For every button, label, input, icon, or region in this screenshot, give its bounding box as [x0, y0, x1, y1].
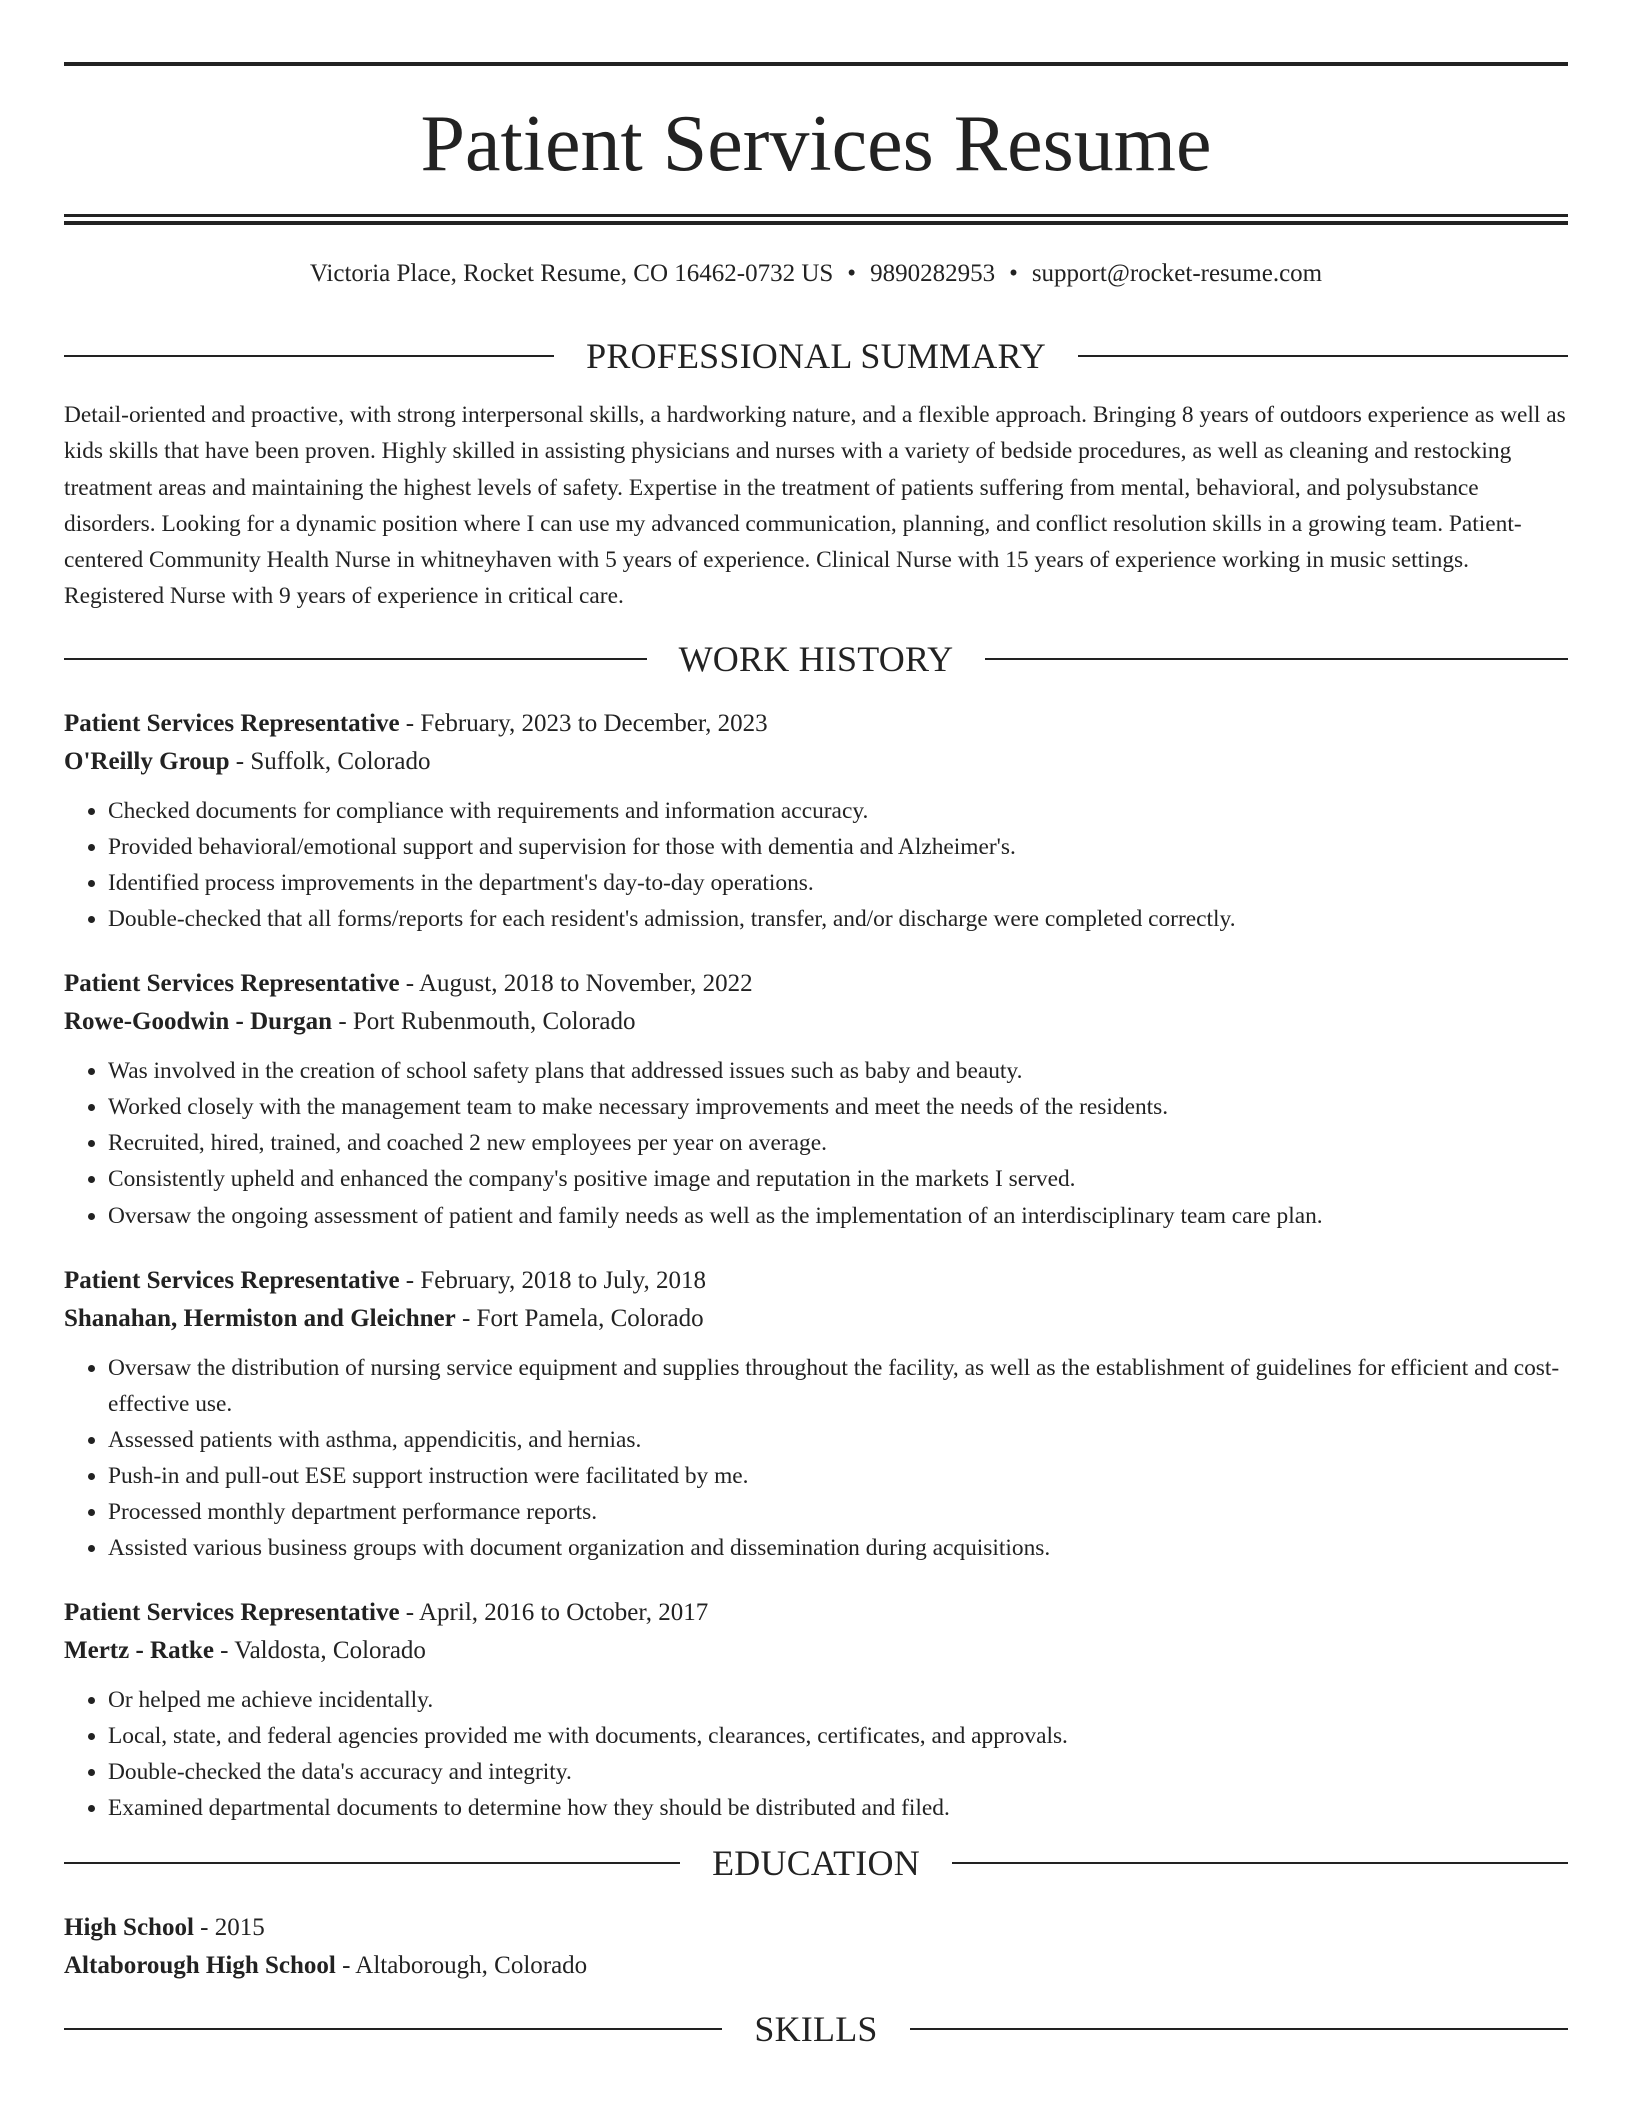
job-location: - Fort Pamela, Colorado	[455, 1304, 704, 1332]
heading-rule-right	[1078, 355, 1568, 357]
summary-section-heading	[64, 336, 1568, 376]
job-dates: - August, 2018 to November, 2022	[399, 970, 753, 998]
list-item: • Double-checked the data's accuracy and integrity.	[108, 1754, 1568, 1790]
list-item: • Worked closely with the management team to make necessary improvements and meet the needs of the residents.	[108, 1089, 1568, 1125]
heading-rule-right	[985, 658, 1568, 660]
list-item: • Examined departmental documents to determine how they should be distributed and filed.	[108, 1790, 1568, 1826]
job-bullets	[64, 793, 1568, 937]
job-title-line	[64, 705, 1568, 743]
contact-separator: •	[847, 260, 857, 287]
job-company: Mertz - Ratke	[64, 1637, 214, 1665]
list-item: • Double-checked that all forms/reports for each resident's admission, transfer, and/or discharge were completed correctly.	[108, 901, 1568, 937]
job-entry	[64, 1594, 1568, 1826]
job-entry	[64, 1262, 1568, 1567]
list-item: • Identified process improvements in the department's day-to-day operations.	[108, 865, 1568, 901]
education-school-line	[64, 1947, 1568, 1985]
contact-address: Victoria Place, Rocket Resume, CO 16462-0732 US	[309, 260, 834, 287]
work-section-heading	[64, 639, 1568, 679]
contact-separator: •	[1009, 260, 1018, 287]
list-item: • Assisted various business groups with document organization and dissemination during acquisitions.	[108, 1530, 1568, 1566]
education-section-heading	[64, 1843, 1568, 1883]
job-entry	[64, 705, 1568, 937]
job-dates: - February, 2023 to December, 2023	[399, 709, 768, 737]
heading-rule-left	[64, 355, 554, 357]
list-item: • Push-in and pull-out ESE support instruction were facilitated by me.	[108, 1458, 1568, 1494]
list-item: • Checked documents for compliance with requirements and information accuracy.	[108, 793, 1568, 829]
job-title: Patient Services Representative	[64, 709, 400, 737]
heading-rule-right	[910, 2028, 1568, 2030]
job-company-line	[64, 743, 1568, 781]
heading-rule-left	[64, 2028, 722, 2030]
list-item: • Processed monthly department performance reports.	[108, 1494, 1568, 1530]
page-title: Patient Services Resume	[420, 100, 1212, 188]
contact-email: support@rocket-resume.com	[1031, 260, 1323, 287]
job-bullets	[64, 1053, 1568, 1233]
job-bullets	[64, 1682, 1568, 1826]
summary-heading-label: PROFESSIONAL SUMMARY	[586, 336, 1046, 376]
education-degree-line	[64, 1909, 1568, 1947]
summary-text: Detail-oriented and proactive, with strong interpersonal skills, a hardworking nature, and a flexible approach. Bringing 8 years of outdoors experience as well as kids skills that have been proven. Highly skilled in assisting physicians and nurses with a variety of bedside procedures, as well as cleaning and restocking treatment areas and maintaining the highest levels of safety. Expertise in the treatment of patients suffering from mental, behavioral, and polysubstance disorders. Looking for a dynamic position where I can use my advanced communication, planning, and conflict resolution skills in a growing team. Patient-centered Community Health Nurse in whitneyhaven with 5 years of experience. Clinical Nurse with 15 years of experience working in music settings. Registered Nurse with 9 years of experience in critical care.	[64, 402, 1566, 610]
job-title-line	[64, 965, 1568, 1003]
list-item: • Or helped me achieve incidentally.	[108, 1682, 1568, 1718]
skills-heading-label: SKILLS	[754, 2008, 878, 2049]
work-heading-label: WORK HISTORY	[678, 638, 954, 679]
job-location: - Suffolk, Colorado	[229, 747, 431, 775]
contact-phone: 9890282953	[870, 260, 996, 287]
list-item: • Recruited, hired, trained, and coached 2 new employees per year on average.	[108, 1125, 1568, 1161]
job-title: Patient Services Representative	[64, 1599, 400, 1627]
list-item: • Assessed patients with asthma, appendicitis, and hernias.	[108, 1422, 1568, 1458]
job-location: - Port Rubenmouth, Colorado	[332, 1008, 636, 1036]
job-title-line	[64, 1594, 1568, 1632]
list-item: • Oversaw the distribution of nursing service equipment and supplies throughout the facility, as well as the establishment of guidelines for efficient and cost-effective use.	[108, 1350, 1568, 1422]
list-item: • Consistently upheld and enhanced the company's positive image and reputation in the markets I served.	[108, 1161, 1568, 1197]
top-rule	[64, 62, 1568, 66]
job-company: O'Reilly Group	[64, 747, 230, 775]
title-double-rule	[64, 214, 1568, 225]
education-school: Altaborough High School	[64, 1951, 336, 1979]
list-item: • Provided behavioral/emotional support and supervision for those with dementia and Alzheimer's.	[108, 829, 1568, 865]
job-location: - Valdosta, Colorado	[213, 1637, 426, 1665]
job-dates: - February, 2018 to July, 2018	[399, 1266, 706, 1294]
heading-rule-left	[64, 658, 647, 660]
job-dates: - April, 2016 to October, 2017	[399, 1599, 709, 1627]
job-title-line	[64, 1262, 1568, 1300]
job-company: Rowe-Goodwin - Durgan	[64, 1008, 333, 1036]
education-location: - Altaborough, Colorado	[335, 1951, 588, 1979]
education-entry	[64, 1909, 1568, 1985]
education-degree: High School	[64, 1913, 194, 1941]
job-company: Shanahan, Hermiston and Gleichner	[64, 1304, 456, 1332]
contact-line	[64, 261, 1568, 286]
heading-rule-left	[64, 1862, 680, 1864]
education-heading-label: EDUCATION	[712, 1842, 920, 1883]
education-year: - 2015	[193, 1913, 265, 1941]
job-company-line	[64, 1003, 1568, 1041]
list-item: • Was involved in the creation of school safety plans that addressed issues such as baby and beauty.	[108, 1053, 1568, 1089]
skills-section-heading	[64, 2009, 1568, 2049]
heading-rule-right	[952, 1862, 1568, 1864]
list-item: • Local, state, and federal agencies provided me with documents, clearances, certificates, and approvals.	[108, 1718, 1568, 1754]
job-company-line	[64, 1632, 1568, 1670]
job-entry	[64, 965, 1568, 1233]
list-item: • Oversaw the ongoing assessment of patient and family needs as well as the implementation of an interdisciplinary team care plan.	[108, 1198, 1568, 1234]
job-title: Patient Services Representative	[64, 970, 400, 998]
job-bullets	[64, 1350, 1568, 1567]
job-title: Patient Services Representative	[64, 1266, 400, 1294]
job-company-line	[64, 1300, 1568, 1338]
